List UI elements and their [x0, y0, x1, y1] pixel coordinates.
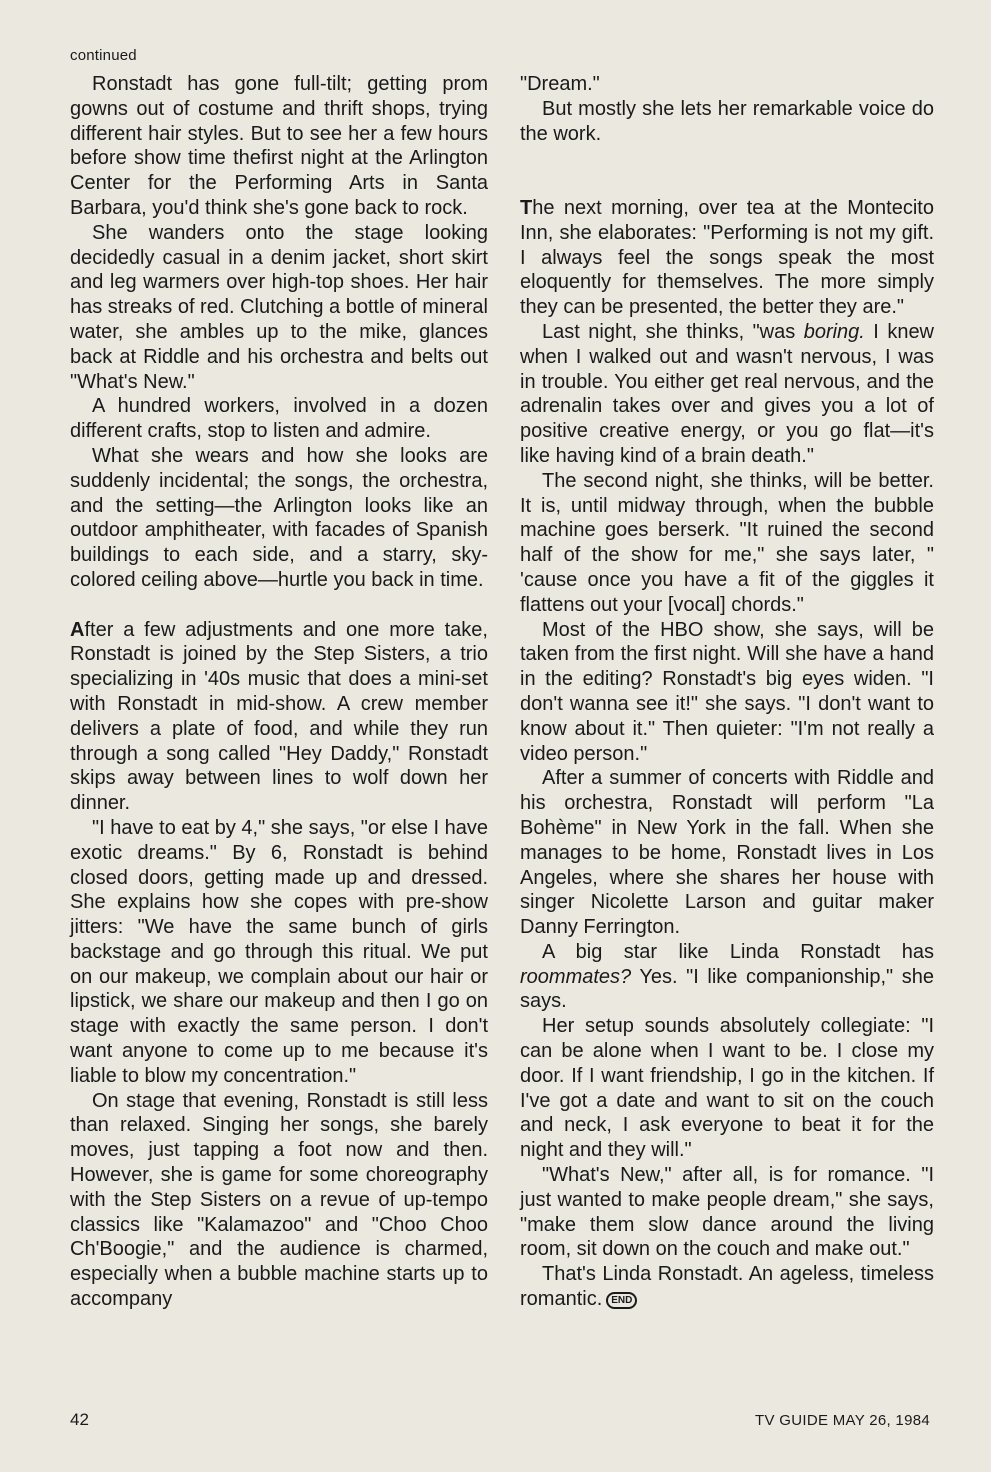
- left-column: [70, 72, 488, 1312]
- paragraph-text: That's Linda Ronstadt. An ageless, timeless romantic.: [520, 1263, 934, 1311]
- paragraph: But mostly she lets her remarkable voice do the work.: [520, 97, 934, 145]
- paragraph: [520, 320, 934, 469]
- paragraph: "I have to eat by 4," she says, "or else I have exotic dreams." By 6, Ronstadt is behind closed doors, getting made up and dressed. She explains how she copes with pre-show jitters: "We have the same bunch of girls backstage and go through this ritual. We put on our makeup, we complain about our hair or lipstick, we share our makeup and then I go on stage with exactly the same person. I don't want anyone to come up to me because it's liable to blow my concentration.": [70, 816, 488, 1087]
- paragraph-text: A big star like Linda Ronstadt has: [542, 940, 934, 963]
- paragraph: On stage that evening, Ronstadt is still less than relaxed. Singing her songs, she barely moves, just tapping a foot now and then. However, she is game for some choreography with the Step Sisters on a revue of up-tempo classics like "Kalamazoo" and "Choo Choo Ch'Boogie," and the audience is charmed, especially when a bubble machine starts up to accompany: [70, 1089, 488, 1311]
- publication-footer: TV GUIDE MAY 26, 1984: [755, 1412, 930, 1429]
- paragraph: The second night, she thinks, will be better. It is, until midway through, when the bubble machine goes berserk. "It ruined the second half of the show for me," she says later, " 'cause once you have a fit of the giggles it flattens out your [vocal] chords.": [520, 469, 934, 616]
- right-column: [520, 72, 934, 1312]
- paragraph-text: he next morning, over tea at the Montecito Inn, she elaborates: "Performing is not my gift. I always feel the songs speak the most eloquently for themselves. The more simply they can be presented, the better they are.": [520, 196, 934, 319]
- paragraph: [520, 940, 934, 1014]
- emphasis-text: roommates?: [520, 965, 632, 988]
- paragraph-text: fter a few adjustments and one more take, Ronstadt is joined by the Step Sisters, a trio specializing in '40s music that does a mini-set with Ronstadt in mid-show. A crew member delivers a plate of food, and while they run through a song called "Hey Daddy," Ronstadt skips away between lines to wolf down her dinner.: [70, 618, 488, 815]
- paragraph: What she wears and how she looks are suddenly incidental; the songs, the orchestra, and the setting—the Arlington looks like an outdoor amphitheater, with facades of Spanish buildings to each side, and a starry, sky-colored ceiling above—hurtle you back in time.: [70, 444, 488, 591]
- paragraph: A hundred workers, involved in a dozen different crafts, stop to listen and admire.: [70, 395, 488, 443]
- paragraph: "Dream.": [520, 73, 600, 95]
- section-paragraph: [520, 196, 934, 320]
- section-paragraph: [70, 618, 488, 816]
- paragraph: Most of the HBO show, she says, will be taken from the first night. Will she have a hand in the editing? Ronstadt's big eyes widen. "I don't wanna see it!" she says. "I don't want to know about it." Then quieter: "I'm not really a video person.": [520, 618, 934, 765]
- continued-label: continued: [70, 47, 137, 64]
- emphasis-text: boring.: [803, 320, 865, 343]
- paragraph: "What's New," after all, is for romance. "I just wanted to make people dream," she says, "make them slow dance around the living room, sit down on the couch and make out.": [520, 1164, 934, 1261]
- paragraph-text: Last night, she thinks, "was: [542, 320, 804, 343]
- end-mark-icon: END: [606, 1292, 637, 1309]
- paragraph: After a summer of concerts with Riddle and his orchestra, Ronstadt will perform "La Bohème" in New York in the fall. When she manages to be home, Ronstadt lives in Los Angeles, where she shares her house with singer Nicolette Larson and guitar maker Danny Ferrington.: [520, 767, 934, 939]
- paragraph-text: Yes. "I like companionship," she says.: [520, 965, 934, 1013]
- paragraph: Her setup sounds absolutely collegiate: "I can be alone when I want to be. I close my door. If I want friendship, I go in the kitchen. If I've got a date and want to sit on the couch and neck, I ask everyone to beat it for the night and they will.": [520, 1015, 934, 1162]
- paragraph-text: I knew when I walked out and wasn't nervous, I was in trouble. You either get real nervous, and the adrenalin takes over and gives you a lot of positive creative energy, or you go flat—it's like having kind of a brain death.": [520, 320, 935, 467]
- paragraph: [520, 1262, 934, 1312]
- lead-letter: T: [520, 196, 533, 219]
- paragraph: Ronstadt has gone full-tilt; getting prom gowns out of costume and thrift shops, trying different hair styles. But to see her a few hours before show time thefirst night at the Arlington Center for the Performing Arts in Santa Barbara, you'd think she's gone back to rock.: [70, 73, 488, 219]
- lead-letter: A: [70, 618, 85, 641]
- page-number: 42: [70, 1410, 89, 1429]
- paragraph: She wanders onto the stage looking decidedly casual in a denim jacket, short skirt and leg warmers over high-top shoes. Her hair has streaks of red. Clutching a bottle of mineral water, she ambles up to the mike, glances back at Riddle and his orchestra and belts out "What's New.": [70, 221, 488, 393]
